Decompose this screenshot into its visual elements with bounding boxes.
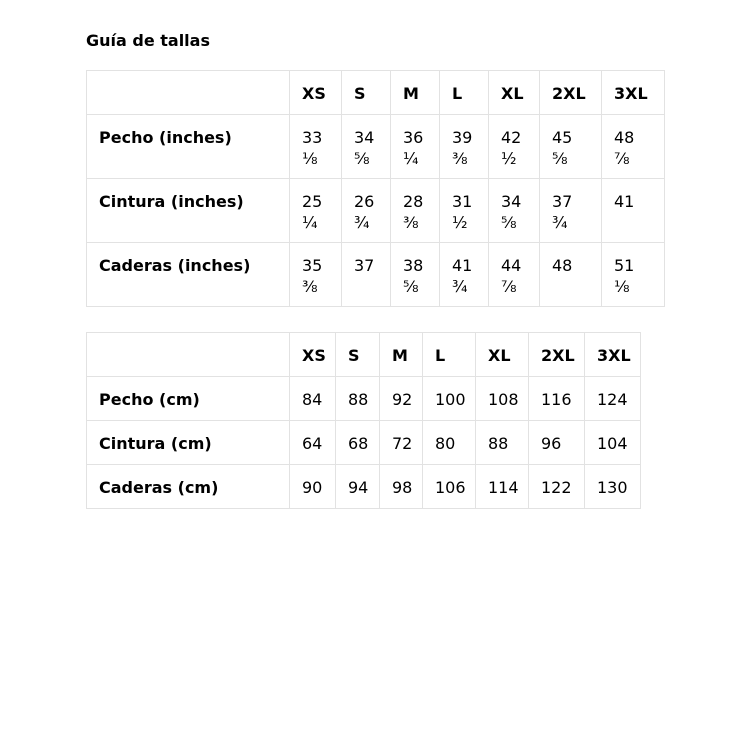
table-row [87, 465, 641, 509]
table-cell: 31 ½ [440, 179, 489, 243]
header-cell-xl: XL [489, 71, 540, 115]
table-cell: 33 ⅛ [290, 115, 342, 179]
table-cell: 35 ⅜ [290, 243, 342, 307]
table-cell: 28 ⅜ [391, 179, 440, 243]
table-cell: 34 ⅝ [489, 179, 540, 243]
table-cell: 44 ⅞ [489, 243, 540, 307]
header-cell-xs: XS [290, 71, 342, 115]
table-cell: 80 [423, 421, 476, 465]
row-label: Caderas (inches) [87, 243, 290, 307]
header-cell-3xl: 3XL [585, 333, 641, 377]
table-cell: 130 [585, 465, 641, 509]
table-row [87, 115, 665, 179]
table-cell: 48 [540, 243, 602, 307]
table-cell: 108 [476, 377, 529, 421]
table-cell: 84 [290, 377, 336, 421]
table-cell: 26 ¾ [342, 179, 391, 243]
table-cell: 92 [380, 377, 423, 421]
header-cell-3xl: 3XL [602, 71, 665, 115]
table-header-row [87, 71, 665, 115]
header-cell-m: M [380, 333, 423, 377]
row-label: Pecho (inches) [87, 115, 290, 179]
table-cell: 68 [336, 421, 380, 465]
header-cell-2xl: 2XL [529, 333, 585, 377]
size-table-cm [86, 332, 641, 509]
header-cell-empty [87, 71, 290, 115]
table-cell: 116 [529, 377, 585, 421]
table-cell: 25 ¼ [290, 179, 342, 243]
table-cell: 64 [290, 421, 336, 465]
header-cell-xs: XS [290, 333, 336, 377]
header-cell-xl: XL [476, 333, 529, 377]
table-header-row [87, 333, 641, 377]
table-cell: 88 [336, 377, 380, 421]
row-label: Pecho (cm) [87, 377, 290, 421]
header-cell-s: S [342, 71, 391, 115]
table-cell: 41 ¾ [440, 243, 489, 307]
table-cell: 34 ⅝ [342, 115, 391, 179]
table-cell: 51 ⅛ [602, 243, 665, 307]
table-cell: 106 [423, 465, 476, 509]
header-cell-m: M [391, 71, 440, 115]
table-cell: 104 [585, 421, 641, 465]
row-label: Cintura (inches) [87, 179, 290, 243]
header-cell-l: L [423, 333, 476, 377]
table-cell: 122 [529, 465, 585, 509]
table-cell: 100 [423, 377, 476, 421]
table-cell: 39 ⅜ [440, 115, 489, 179]
page-title: Guía de tallas [86, 31, 210, 50]
table-row [87, 179, 665, 243]
table-cell: 88 [476, 421, 529, 465]
table-row [87, 421, 641, 465]
table-cell: 36 ¼ [391, 115, 440, 179]
header-cell-l: L [440, 71, 489, 115]
table-cell: 114 [476, 465, 529, 509]
table-cell: 38 ⅝ [391, 243, 440, 307]
table-cell: 37 ¾ [540, 179, 602, 243]
size-table-inches [86, 70, 665, 307]
header-cell-2xl: 2XL [540, 71, 602, 115]
table-cell: 124 [585, 377, 641, 421]
table-cell: 96 [529, 421, 585, 465]
table-row [87, 377, 641, 421]
table-cell: 42 ½ [489, 115, 540, 179]
header-cell-empty [87, 333, 290, 377]
table-cell: 37 [342, 243, 391, 307]
table-cell: 41 [602, 179, 665, 243]
table-cell: 48 ⅞ [602, 115, 665, 179]
table-cell: 94 [336, 465, 380, 509]
table-cell: 45 ⅝ [540, 115, 602, 179]
table-cell: 90 [290, 465, 336, 509]
table-cell: 98 [380, 465, 423, 509]
table-cell: 72 [380, 421, 423, 465]
table-row [87, 243, 665, 307]
row-label: Cintura (cm) [87, 421, 290, 465]
row-label: Caderas (cm) [87, 465, 290, 509]
header-cell-s: S [336, 333, 380, 377]
